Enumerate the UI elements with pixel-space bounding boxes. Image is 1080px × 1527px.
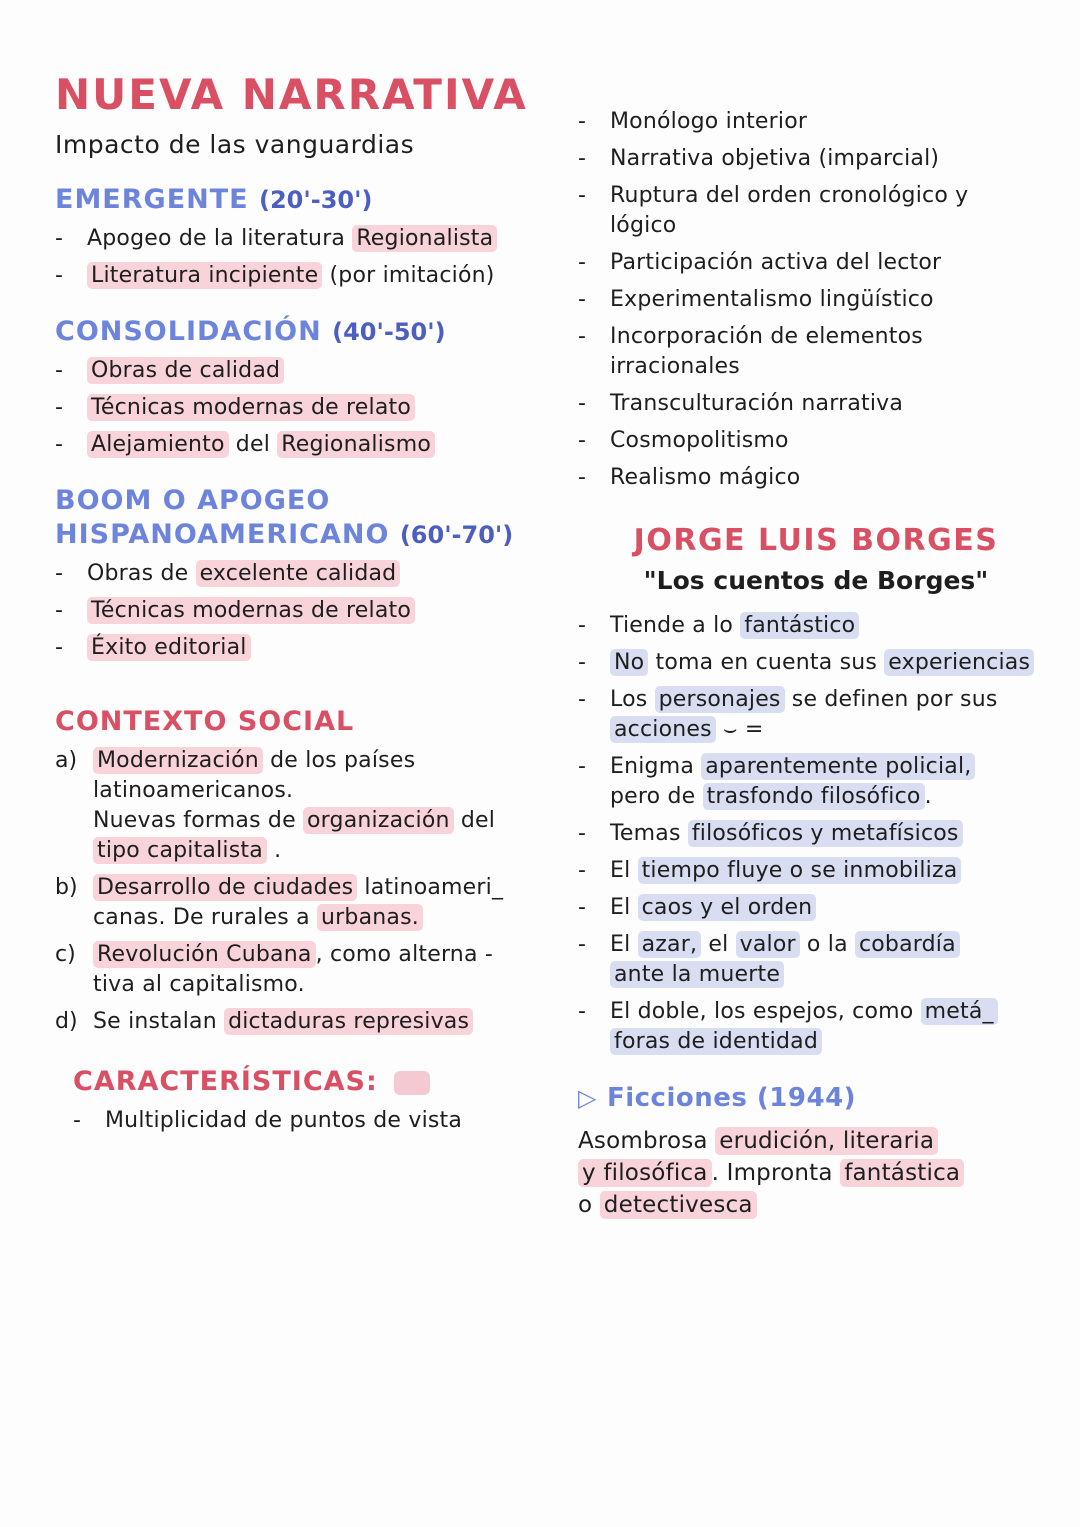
- text-line: [610, 426, 1054, 456]
- text-line: [610, 685, 1054, 715]
- plain-text: el: [701, 932, 736, 957]
- highlighted-text: fantástico: [740, 612, 859, 639]
- highlighted-text: Desarrollo de ciudades: [93, 874, 357, 901]
- plain-text: pero de: [610, 784, 703, 809]
- section-consolidacion: [55, 315, 565, 460]
- plain-text: del: [228, 432, 278, 457]
- text-line: [610, 1027, 1054, 1057]
- list-item: [578, 285, 1054, 315]
- list-item-body: [610, 819, 1054, 849]
- bullet-marker: -: [578, 324, 586, 349]
- plain-text: El: [610, 858, 638, 883]
- plain-text: ⌣ =: [715, 717, 764, 742]
- bullet-marker: -: [578, 650, 586, 675]
- plain-text: Obras de: [87, 561, 196, 586]
- highlighted-text: tiempo fluye o se inmobiliza: [638, 857, 962, 884]
- list-item-body: [610, 181, 1054, 241]
- bullet-marker: -: [73, 1108, 81, 1133]
- list-item-body: [93, 746, 565, 866]
- left-column: [55, 70, 565, 1136]
- text-line: [87, 393, 565, 423]
- plain-text: toma en cuenta sus: [648, 650, 885, 675]
- section-caracteristicas: [55, 1065, 565, 1136]
- list-item-body: [87, 559, 565, 589]
- plain-text: Realismo mágico: [610, 465, 801, 490]
- bullet-marker: -: [578, 999, 586, 1024]
- bullet-marker: -: [578, 932, 586, 957]
- plain-text: latinoameri_: [357, 875, 504, 900]
- list-item-body: [610, 322, 1054, 382]
- text-line: [93, 836, 565, 866]
- bullet-marker: -: [578, 687, 586, 712]
- highlighted-text: caos y el orden: [638, 894, 817, 921]
- text-line: [610, 611, 1054, 641]
- highlighted-text: Alejamiento: [87, 431, 229, 458]
- list-item: [578, 893, 1054, 923]
- list-item-body: [610, 685, 1054, 745]
- list-item-body: [87, 596, 565, 626]
- text-line: [610, 856, 1054, 886]
- bullet-marker: -: [55, 561, 63, 586]
- plain-text: lógico: [610, 213, 677, 238]
- heading-text: CARACTERÍSTICAS:: [73, 1066, 378, 1097]
- list-item-body: [87, 430, 565, 460]
- highlighted-text: excelente calidad: [196, 560, 401, 587]
- borges-subheading: "Los cuentos de Borges": [643, 566, 989, 595]
- ficciones-title: Ficciones (1944): [606, 1083, 857, 1113]
- list-item-body: [610, 752, 1054, 812]
- bullet-marker: -: [578, 250, 586, 275]
- section-heading: [73, 1065, 565, 1099]
- heading-year-range: (40'-50'): [332, 318, 446, 346]
- borges-heading: JORGE LUIS BORGES: [633, 523, 999, 558]
- borges-bullets: [578, 611, 1054, 1057]
- bullet-marker: -: [578, 183, 586, 208]
- section-emergente: [55, 183, 565, 291]
- list-item: [578, 322, 1054, 382]
- list-item: [578, 181, 1054, 241]
- highlighted-text: valor: [736, 931, 800, 958]
- text-line: [93, 746, 565, 776]
- list-item: [578, 648, 1054, 678]
- plain-text: .: [924, 784, 932, 809]
- plain-text: Ruptura del orden cronológico y: [610, 183, 969, 208]
- list-item: [578, 611, 1054, 641]
- plain-text: Tiende a lo: [610, 613, 741, 638]
- plain-text: del: [453, 808, 496, 833]
- list-item-body: [610, 107, 1054, 137]
- text-line: [93, 873, 565, 903]
- list-item: [578, 685, 1054, 745]
- characteristics-list: [578, 107, 1054, 493]
- highlighted-text: Técnicas modernas de relato: [87, 597, 415, 624]
- bullet-marker: a): [55, 748, 78, 773]
- text-line: [93, 806, 565, 836]
- bullet-marker: -: [578, 613, 586, 638]
- list-item-body: [610, 893, 1054, 923]
- heading-year-range: (60'-70'): [399, 521, 514, 549]
- list-item-body: [610, 611, 1054, 641]
- section-heading: [55, 183, 565, 217]
- heading-line: [55, 705, 565, 739]
- text-line: [610, 181, 1054, 211]
- list-item-body: [610, 930, 1054, 990]
- plain-text: o: [578, 1192, 600, 1218]
- list-item: [578, 389, 1054, 419]
- list-item-body: [610, 285, 1054, 315]
- list-item: [578, 856, 1054, 886]
- list-item: [578, 930, 1054, 990]
- plain-text: Nuevas formas de: [93, 808, 304, 833]
- highlighted-text: acciones: [610, 716, 716, 743]
- list-item-body: [610, 463, 1054, 493]
- highlighted-text: ante la muerte: [610, 961, 784, 988]
- ficciones-heading: [578, 1083, 1054, 1113]
- text-line: [87, 430, 565, 460]
- highlighted-text: Técnicas modernas de relato: [87, 394, 415, 421]
- highlighted-text: Regionalismo: [277, 431, 435, 458]
- highlighted-text: azar,: [638, 931, 702, 958]
- bullet-marker: -: [578, 428, 586, 453]
- list-item-body: [93, 1007, 565, 1037]
- text-line: [610, 819, 1054, 849]
- list-item: [55, 393, 565, 423]
- highlighted-text: y filosófica: [578, 1159, 712, 1187]
- heading-line: [55, 315, 565, 349]
- plain-text: (por imitación): [322, 263, 495, 288]
- text-line: [578, 1125, 1054, 1157]
- bullet-marker: -: [578, 287, 586, 312]
- plain-text: se definen por sus: [784, 687, 998, 712]
- heading-text: CONTEXTO SOCIAL: [55, 706, 355, 737]
- highlighted-text: experiencias: [884, 649, 1034, 676]
- list-item: [578, 426, 1054, 456]
- text-line: [610, 211, 1054, 241]
- plain-text: Los: [610, 687, 655, 712]
- plain-text: canas. De rurales a: [93, 905, 318, 930]
- plain-text: El doble, los espejos, como: [610, 999, 921, 1024]
- text-line: [578, 1157, 1054, 1189]
- text-line: [578, 1189, 1054, 1221]
- left-sections: [55, 183, 565, 1136]
- page-title: NUEVA NARRATIVA: [55, 70, 528, 119]
- plain-text: Incorporación de elementos: [610, 324, 923, 349]
- text-line: [610, 752, 1054, 782]
- list-item-body: [93, 940, 565, 1000]
- section-boom: [55, 484, 565, 663]
- list-item-body: [87, 633, 565, 663]
- highlighted-text: Éxito editorial: [87, 634, 251, 661]
- text-line: [610, 352, 1054, 382]
- text-line: [87, 261, 565, 291]
- plain-text: El: [610, 895, 638, 920]
- list-item: [55, 633, 565, 663]
- highlighted-text: No: [610, 649, 648, 676]
- bullet-marker: -: [55, 432, 63, 457]
- list-item: [578, 819, 1054, 849]
- bullet-marker: -: [578, 109, 586, 134]
- list-item-body: [610, 389, 1054, 419]
- section-contexto: [55, 705, 565, 1037]
- text-line: [105, 1106, 565, 1136]
- bullet-marker: -: [55, 226, 63, 251]
- plain-text: Participación activa del lector: [610, 250, 942, 275]
- text-line: [610, 715, 1054, 745]
- list-item: [55, 940, 565, 1000]
- section-heading: [55, 315, 565, 349]
- list-item: [55, 430, 565, 460]
- list-item-body: [610, 856, 1054, 886]
- text-line: [93, 903, 565, 933]
- highlighted-text: Literatura incipiente: [87, 262, 322, 289]
- plain-text: Monólogo interior: [610, 109, 808, 134]
- list-item: [578, 248, 1054, 278]
- section-heading: [55, 705, 565, 739]
- highlighted-text: filosóficos y metafísicos: [688, 820, 963, 847]
- bullet-marker: -: [578, 821, 586, 846]
- plain-text: Experimentalismo lingüístico: [610, 287, 934, 312]
- bullet-marker: -: [578, 858, 586, 883]
- plain-text: irracionales: [610, 354, 740, 379]
- text-line: [610, 248, 1054, 278]
- highlighted-text: Obras de calidad: [87, 357, 284, 384]
- text-line: [610, 463, 1054, 493]
- text-line: [610, 997, 1054, 1027]
- list-item-body: [610, 648, 1054, 678]
- plain-text: Temas: [610, 821, 688, 846]
- list-item: [55, 356, 565, 386]
- list-item: [55, 224, 565, 254]
- bullet-marker: -: [578, 146, 586, 171]
- highlighted-text: urbanas.: [317, 904, 423, 931]
- heading-text: HISPANOAMERICANO: [55, 519, 400, 550]
- bullet-marker: -: [55, 598, 63, 623]
- list-item-body: [610, 997, 1054, 1057]
- bullet-marker: -: [55, 358, 63, 383]
- section-heading: [55, 484, 565, 552]
- heading-line: [55, 484, 565, 518]
- bullet-marker: -: [578, 465, 586, 490]
- plain-text: o la: [799, 932, 855, 957]
- right-column: [578, 100, 1054, 1221]
- text-line: [610, 782, 1054, 812]
- plain-text: Enigma: [610, 754, 702, 779]
- plain-text: Cosmopolitismo: [610, 428, 789, 453]
- bullet-marker: -: [578, 754, 586, 779]
- highlighted-text: tipo capitalista: [93, 837, 267, 864]
- highlighted-text: Modernización: [93, 747, 263, 774]
- plain-text: , como alterna -: [315, 942, 493, 967]
- plain-text: Asombrosa: [578, 1128, 716, 1154]
- list-item: [55, 873, 565, 933]
- list-item: [55, 261, 565, 291]
- plain-text: . Impronta: [711, 1160, 841, 1186]
- highlighted-text: dictaduras represivas: [224, 1008, 473, 1035]
- bullet-marker: -: [578, 895, 586, 920]
- heading-year-range: (20'-30'): [259, 186, 373, 214]
- plain-text: latinoamericanos.: [93, 778, 294, 803]
- heading-line: [55, 183, 565, 217]
- list-item: [578, 107, 1054, 137]
- text-line: [610, 285, 1054, 315]
- plain-text: Transculturación narrativa: [610, 391, 904, 416]
- plain-text: tiva al capitalismo.: [93, 972, 305, 997]
- plain-text: Narrativa objetiva (imparcial): [610, 146, 940, 171]
- list-item-body: [610, 144, 1054, 174]
- highlighted-text: Regionalista: [352, 225, 497, 252]
- plain-text: .: [266, 838, 282, 863]
- highlighted-text: metá_: [921, 998, 998, 1025]
- list-item-body: [87, 224, 565, 254]
- page-subtitle: Impacto de las vanguardias: [55, 130, 415, 159]
- bullet-marker: d): [55, 1009, 78, 1034]
- highlighted-text: organización: [303, 807, 454, 834]
- text-line: [610, 960, 1054, 990]
- plain-text: Se instalan: [93, 1009, 225, 1034]
- highlighted-text: erudición, literaria: [715, 1127, 938, 1155]
- text-line: [87, 559, 565, 589]
- text-line: [610, 648, 1054, 678]
- plain-text: Apogeo de la literatura: [87, 226, 353, 251]
- list-item: [55, 559, 565, 589]
- bullet-marker: -: [55, 395, 63, 420]
- plain-text: de los países: [262, 748, 416, 773]
- text-line: [610, 389, 1054, 419]
- highlighted-text: cobardía: [855, 931, 960, 958]
- pink-highlight-swatch: [394, 1071, 430, 1095]
- text-line: [87, 633, 565, 663]
- text-line: [610, 322, 1054, 352]
- list-item-body: [93, 873, 565, 933]
- list-item: [55, 746, 565, 866]
- heading-line: [55, 518, 565, 552]
- heading-text: CONSOLIDACIÓN: [55, 316, 333, 347]
- highlighted-text: foras de identidad: [610, 1028, 822, 1055]
- text-line: [610, 893, 1054, 923]
- ficciones-paragraph: [578, 1125, 1054, 1221]
- plain-text: Multiplicidad de puntos de vista: [105, 1108, 463, 1133]
- list-item: [578, 752, 1054, 812]
- list-item-body: [87, 261, 565, 291]
- heading-text: BOOM O APOGEO: [55, 485, 331, 516]
- highlighted-text: detectivesca: [600, 1191, 757, 1219]
- heading-text: EMERGENTE: [55, 184, 260, 215]
- list-item: [73, 1106, 565, 1136]
- text-line: [610, 107, 1054, 137]
- list-item-body: [87, 356, 565, 386]
- bullet-marker: -: [55, 635, 63, 660]
- list-item: [55, 596, 565, 626]
- list-item-body: [610, 426, 1054, 456]
- bullet-marker: -: [55, 263, 63, 288]
- bullet-marker: b): [55, 875, 78, 900]
- highlighted-text: aparentemente policial,: [701, 753, 975, 780]
- text-line: [93, 970, 565, 1000]
- highlighted-text: fantástica: [840, 1159, 964, 1187]
- text-line: [93, 1007, 565, 1037]
- text-line: [87, 596, 565, 626]
- text-line: [93, 776, 565, 806]
- highlighted-text: trasfondo filosófico: [703, 783, 925, 810]
- list-item-body: [87, 393, 565, 423]
- list-item: [578, 997, 1054, 1057]
- list-item: [578, 144, 1054, 174]
- triangle-right-icon: ▷: [578, 1084, 597, 1112]
- text-line: [87, 224, 565, 254]
- text-line: [93, 940, 565, 970]
- list-item-body: [610, 248, 1054, 278]
- bullet-marker: c): [55, 942, 76, 967]
- list-item-body: [105, 1106, 565, 1136]
- text-line: [610, 930, 1054, 960]
- text-line: [87, 356, 565, 386]
- highlighted-text: personajes: [655, 686, 785, 713]
- text-line: [610, 144, 1054, 174]
- plain-text: El: [610, 932, 638, 957]
- list-item: [55, 1007, 565, 1037]
- bullet-marker: -: [578, 391, 586, 416]
- heading-line: [73, 1065, 565, 1099]
- list-item: [578, 463, 1054, 493]
- highlighted-text: Revolución Cubana: [93, 941, 316, 968]
